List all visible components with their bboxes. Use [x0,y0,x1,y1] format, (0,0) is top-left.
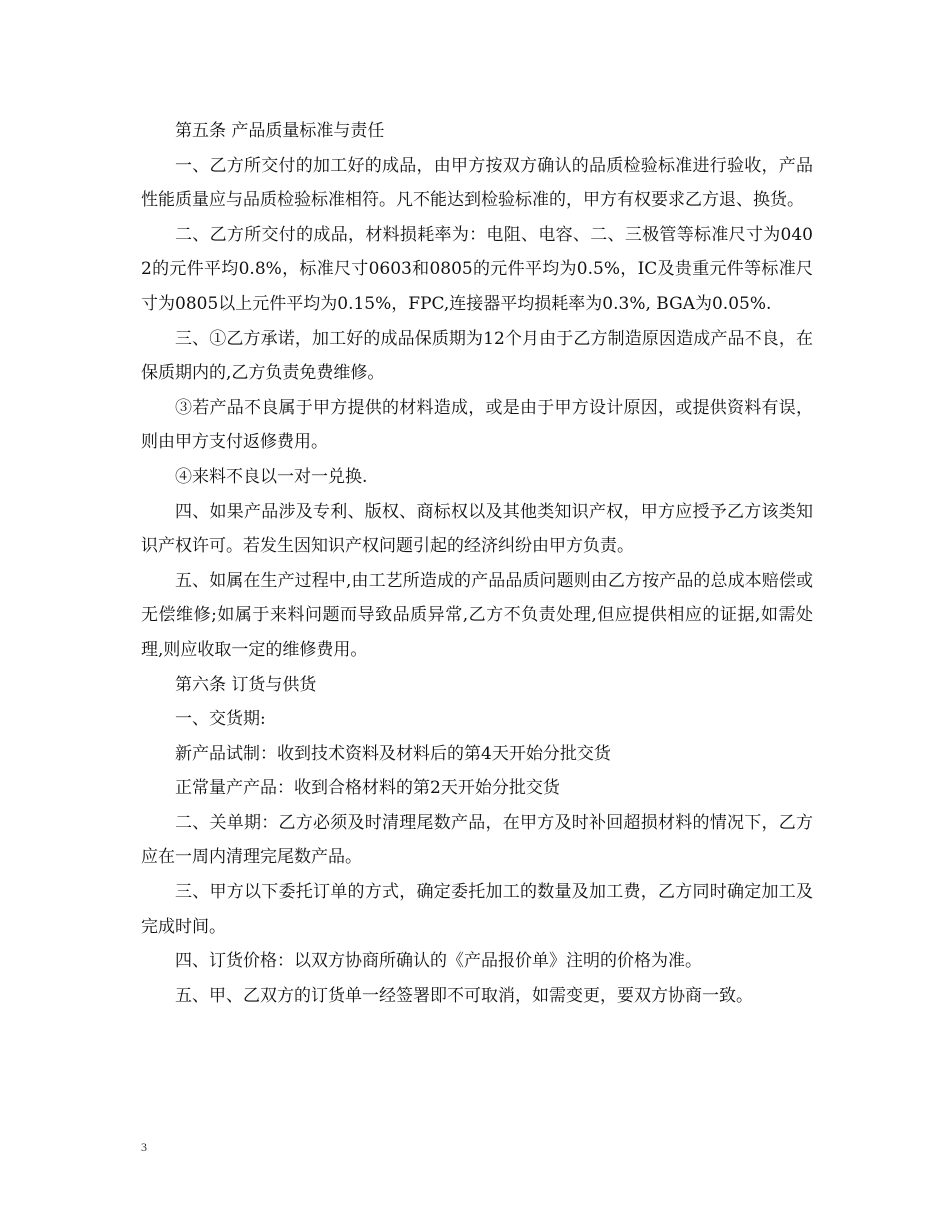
paragraph: 二、关单期：乙方必须及时清理尾数产品，在甲方及时补回超损材料的情况下，乙方应在一周内清理完尾数产品。 [141,812,813,868]
section-heading-article-6: 第六条 订货与供货 [175,674,317,695]
paragraph: 新产品试制：收到技术资料及材料后的第4天开始分批交货 [175,743,611,764]
paragraph: 五、甲、乙双方的订货单一经签署即不可取消，如需变更，要双方协商一致。 [175,985,753,1006]
page-number: 3 [141,1140,147,1154]
paragraph: 五、如属在生产过程中,由工艺所造成的产品品质问题则由乙方按产品的总成本赔偿或无偿维修;如属于来料问题而导致品质异常,乙方不负责处理,但应提供相应的证据,如需处理,则应收取一定的维修费用。 [141,570,813,660]
paragraph: 二、乙方所交付的成品，材料损耗率为：电阻、电容、二、三极管等标准尺寸为0402的元件平均0.8%，标准尺寸0603和0805的元件平均为0.5%，IC及贵重元件等标准尺寸为0805以上元件平均为0.15%，FPC,连接器平均损耗率为0.3%, BGA为0.05%. [141,224,813,314]
paragraph: 一、乙方所交付的加工好的成品，由甲方按双方确认的品质检验标准进行验收，产品性能质量应与品质检验标准相符。凡不能达到检验标准的，甲方有权要求乙方退、换货。 [141,155,813,211]
paragraph: 正常量产产品：收到合格材料的第2天开始分批交货 [175,778,560,799]
document-body [141,114,813,1013]
section-heading-article-5: 第五条 产品质量标准与责任 [175,121,385,141]
paragraph: 四、订货价格：以双方协商所确认的《产品报价单》注明的价格为准。 [175,951,702,972]
paragraph: 三、①乙方承诺，加工好的成品保质期为12个月由于乙方制造原因造成产品不良，在保质期内的,乙方负责免费维修。 [141,328,813,384]
paragraph: 三、甲方以下委托订单的方式，确定委托加工的数量及加工费，乙方同时确定加工及完成时间。 [141,882,813,937]
paragraph: 四、如果产品涉及专利、版权、商标权以及其他类知识产权，甲方应授予乙方该类知识产权许可。若发生因知识产权问题引起的经济纠纷由甲方负责。 [141,501,813,557]
paragraph: ④来料不良以一对一兑换. [175,466,368,487]
paragraph: ③若产品不良属于甲方提供的材料造成，或是由于甲方设计原因，或提供资料有误，则由甲方支付返修费用。 [141,397,813,453]
paragraph: 一、交货期: [175,709,266,730]
